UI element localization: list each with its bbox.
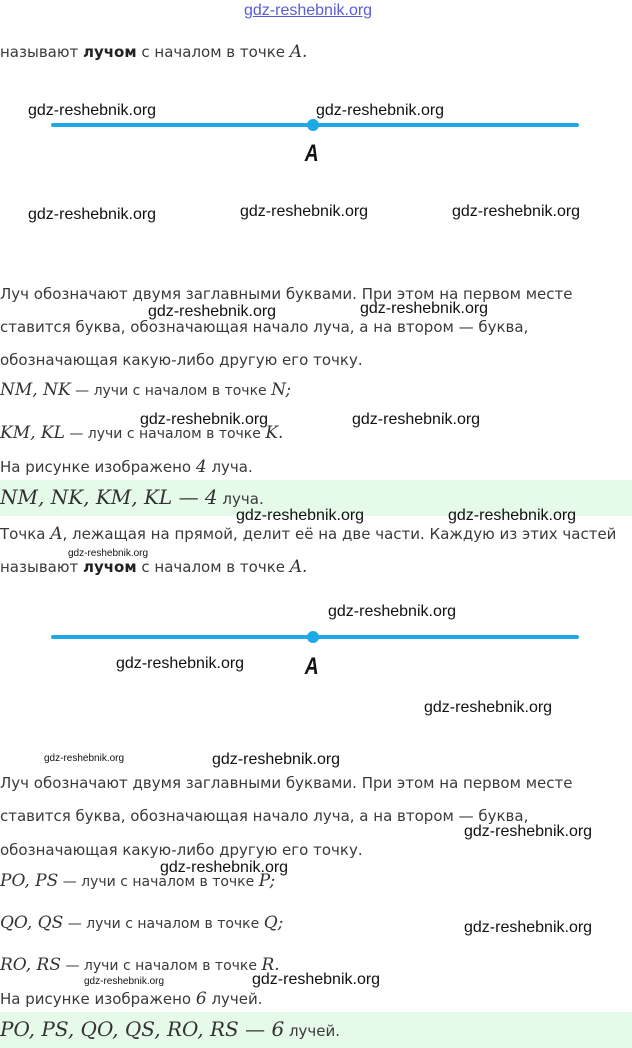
intro-text: Точка [0, 525, 51, 543]
paragraph-line: Луч обозначают двумя заглавными буквами. При этом на первом месте [0, 285, 573, 303]
count-unit: лучей. [206, 990, 263, 1008]
ray-names: PO, PS [0, 871, 59, 891]
watermark: gdz-reshebnik.org [464, 823, 593, 840]
rays-row [0, 871, 275, 891]
watermark: gdz-reshebnik.org [328, 603, 457, 620]
paragraph-line: обозначающая какую-либо другую его точку. [0, 351, 363, 369]
point-name: K. [265, 423, 284, 443]
paragraph-line: Луч обозначают двумя заглавными буквами. При этом на первом месте [0, 774, 573, 792]
count-line [0, 989, 263, 1009]
intro-text: с началом в точке [136, 43, 290, 61]
watermark: gdz-reshebnik.org [28, 102, 157, 119]
point-name: A [50, 524, 63, 544]
count-number: 4 [195, 457, 207, 477]
point-name: N; [271, 380, 292, 400]
rays-row [0, 913, 283, 933]
count-line [0, 457, 253, 477]
ray-text: — лучи с началом в точке [63, 916, 264, 932]
ray-names: QO, QS [0, 913, 64, 933]
ray-text: — лучи с началом в точке [64, 426, 266, 442]
watermark: gdz-reshebnik.org [464, 919, 593, 936]
watermark: gdz-reshebnik.org [160, 859, 289, 876]
answer-math: PO, PS, QO, QS, RO, RS — 6 [0, 1017, 285, 1041]
ray-names: KM, KL [0, 423, 65, 443]
term-ray: лучом [82, 43, 137, 61]
point-name: P; [258, 871, 276, 891]
watermark: gdz-reshebnik.org [316, 102, 445, 119]
watermark: gdz-reshebnik.org [360, 300, 489, 317]
watermark[interactable]: gdz-reshebnik.org [244, 2, 373, 19]
answer-unit: луча. [217, 490, 264, 508]
count-number: 6 [195, 989, 207, 1009]
answer-line [0, 1017, 340, 1041]
watermark: gdz-reshebnik.org [252, 971, 381, 988]
watermark: gdz-reshebnik.org [44, 753, 125, 764]
point-a [307, 119, 319, 131]
term-ray: лучом [82, 558, 137, 576]
count-unit: луча. [206, 458, 253, 476]
answer-unit: лучей. [284, 1022, 341, 1040]
watermark: gdz-reshebnik.org [212, 751, 341, 768]
watermark: gdz-reshebnik.org [84, 976, 165, 987]
count-text: На рисунке изображено [0, 990, 196, 1008]
point-name: A. [289, 42, 308, 62]
ray-text: — лучи с началом в точке [61, 958, 262, 974]
watermark: gdz-reshebnik.org [452, 203, 581, 220]
paragraph-line: обозначающая какую-либо другую его точку. [0, 841, 363, 859]
intro-text: называют [0, 43, 83, 61]
intro-text: , лежащая на прямой, делит её на две части. Каждую из этих частей [62, 525, 617, 543]
intro-text: с началом в точке [136, 558, 290, 576]
paragraph-line: ставится буква, обозначающая начало луча, а на втором — буква, [0, 807, 529, 825]
watermark: gdz-reshebnik.org [148, 303, 277, 320]
rays-row [0, 955, 280, 975]
watermark: gdz-reshebnik.org [352, 411, 481, 428]
watermark: gdz-reshebnik.org [448, 507, 577, 524]
intro-text: называют [0, 558, 83, 576]
point-name: A. [289, 557, 308, 577]
watermark: gdz-reshebnik.org [240, 203, 369, 220]
watermark: gdz-reshebnik.org [236, 507, 365, 524]
answer-line [0, 485, 264, 509]
answer-math: NM, NK, KM, KL — 4 [0, 485, 218, 509]
intro-line [0, 557, 307, 577]
intro-line [0, 42, 307, 62]
rays-row [0, 380, 291, 400]
watermark: gdz-reshebnik.org [116, 655, 245, 672]
count-text: На рисунке изображено [0, 458, 196, 476]
point-name: R. [261, 955, 280, 975]
ray-text: — лучи с началом в точке [58, 874, 259, 890]
watermark: gdz-reshebnik.org [424, 699, 553, 716]
ray-names: NM, NK [0, 380, 71, 400]
point-name: Q; [263, 913, 284, 933]
watermark: gdz-reshebnik.org [140, 411, 269, 428]
figure-label: A [304, 140, 319, 167]
ray-names: RO, RS [0, 955, 61, 975]
point-a [307, 631, 319, 643]
intro-line [0, 524, 616, 544]
figure-label: A [304, 653, 319, 680]
watermark: gdz-reshebnik.org [28, 206, 157, 223]
paragraph-line: ставится буква, обозначающая начало луча, а на втором — буква, [0, 318, 529, 336]
ray-text: — лучи с началом в точке [70, 383, 272, 399]
watermark: gdz-reshebnik.org [68, 548, 149, 559]
